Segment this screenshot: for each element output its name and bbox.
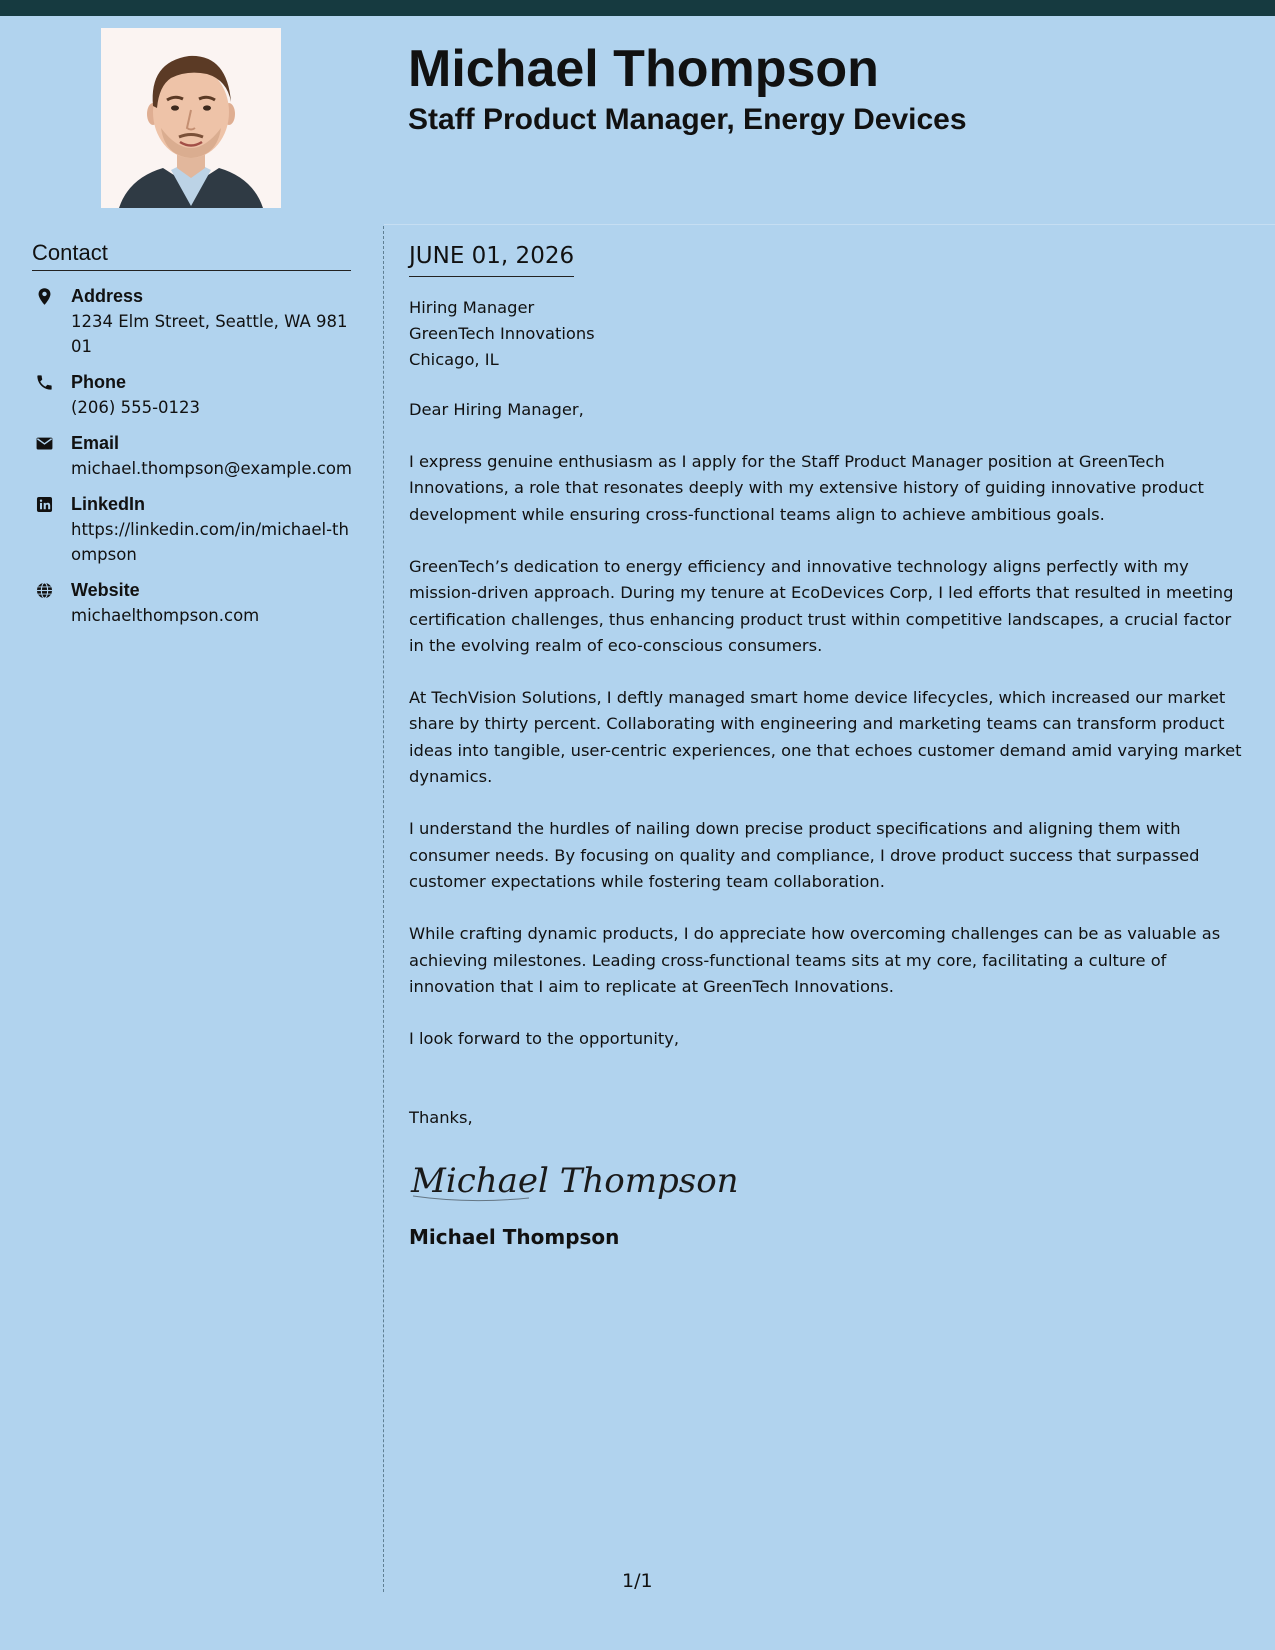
letter-paragraph: While crafting dynamic products, I do appreciate how overcoming challenges can be as valuable as achieving milestones. Leading cross-functional teams sits at my core, facilitating a culture of innovation that I aim to replicate at GreenTech Innovations. — [409, 924, 1221, 996]
handwritten-signature — [409, 1152, 739, 1208]
recipient-line: GreenTech Innovations — [409, 324, 595, 344]
contact-item-address — [32, 284, 352, 359]
candidate-title: Staff Product Manager, Energy Devices — [408, 103, 967, 136]
address-label: Address — [71, 286, 144, 306]
letter-body — [409, 242, 1249, 1250]
email-label: Email — [71, 433, 120, 453]
phone-label: Phone — [71, 372, 127, 392]
globe-icon — [35, 581, 54, 600]
map-pin-icon — [35, 287, 54, 306]
phone-icon — [35, 373, 54, 392]
salutation: Dear Hiring Manager, — [409, 399, 584, 419]
recipient-line: Chicago, IL — [409, 350, 499, 370]
svg-text:Michael Thompson: Michael Thompson — [411, 1160, 739, 1201]
linkedin-icon — [35, 495, 54, 514]
contact-heading: Contact — [32, 240, 351, 271]
email-value: michael.thompson@example.com — [71, 459, 352, 478]
top-accent-bar — [0, 0, 1275, 16]
contact-item-email — [32, 431, 352, 481]
signoff: Thanks, — [409, 1108, 473, 1128]
signer-name: Michael Thompson — [409, 1224, 620, 1249]
website-value: michaelthompson.com — [71, 606, 260, 625]
envelope-icon — [35, 434, 54, 453]
closing-line: I look forward to the opportunity, — [409, 1029, 680, 1049]
address-value: 1234 Elm Street, Seattle, WA 98101 — [71, 312, 348, 356]
letter-paragraph: I understand the hurdles of nailing down precise product specifications and aligning them with consumer needs. By focusing on quality and compliance, I drove product success that surpassed customer expectations while fostering team collaboration. — [409, 819, 1200, 891]
header-divider — [384, 224, 1275, 225]
candidate-name: Michael Thompson — [408, 40, 879, 98]
profile-photo — [101, 28, 281, 208]
contact-item-website — [32, 578, 352, 628]
recipient-block — [409, 295, 1249, 374]
contact-item-linkedin — [32, 492, 352, 567]
letter-date: JUNE 01, 2026 — [409, 242, 574, 277]
contact-list — [32, 284, 352, 639]
letter-paragraph: GreenTech’s dedication to energy efficiency and innovative technology aligns perfectly with my mission-driven approach. During my tenure at EcoDevices Corp, I led efforts that resulted in meeting certification challenges, thus enhancing product trust within competitive landscapes, a crucial factor in the evolving realm of eco-conscious consumers. — [409, 556, 1234, 655]
website-label: Website — [71, 580, 140, 600]
page-number: 1/1 — [622, 1570, 653, 1592]
letter-paragraph: At TechVision Solutions, I deftly managed smart home device lifecycles, which increased our market share by thirty percent. Collaborating with engineering and marketing teams can transform product ideas into tangible, user-centric experiences, one that echoes customer demand amid varying market dynamics. — [409, 688, 1242, 787]
contact-item-phone — [32, 370, 352, 420]
phone-value: (206) 555-0123 — [71, 398, 201, 417]
linkedin-value: https://linkedin.com/in/michael-thompson — [71, 520, 349, 564]
column-divider — [383, 226, 384, 1592]
recipient-line: Hiring Manager — [409, 297, 535, 317]
linkedin-label: LinkedIn — [71, 494, 146, 514]
letter-paragraph: I express genuine enthusiasm as I apply for the Staff Product Manager position at GreenTech Innovations, a role that resonates deeply with my extensive history of guiding innovative product development while ensuring cross-functional teams align to achieve ambitious goals. — [409, 452, 1204, 524]
